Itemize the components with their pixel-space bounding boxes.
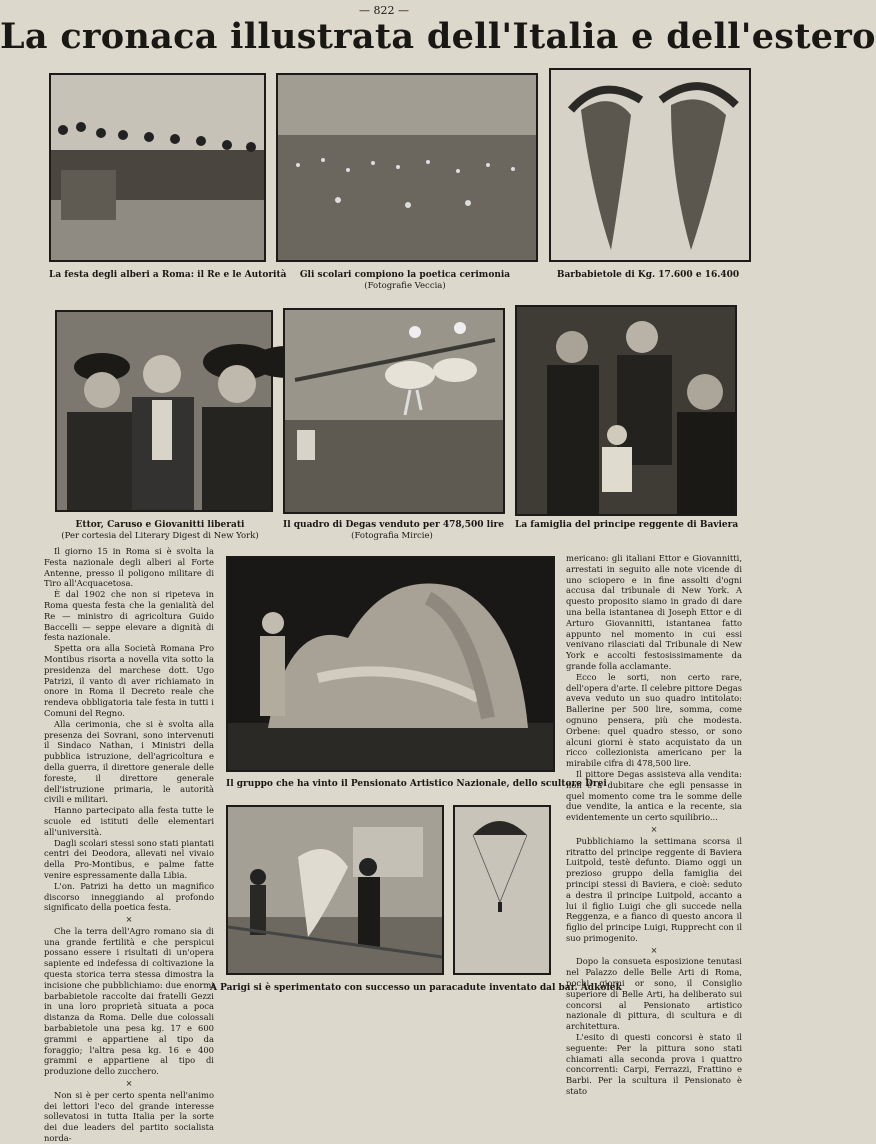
left-paragraph: Alla cerimonia, che si è svolta alla presenza dei Sovrani, sono intervenuti il Sindaco Nathan, i Ministri della pubblica istruzione, dell'agricoltura e della guerra, il direttore generale delle foreste, il direttore generale dell'istruzione primaria, le autorità civili e militari. [44,718,214,805]
photo-ettor-caruso-giovanitti [55,310,273,512]
section-separator: × [125,1078,133,1089]
photo-parachute-descent [453,805,551,975]
photo-bavarian-family [515,305,737,516]
caption-tree-festival: La festa degli alberi a Roma: il Re e le Autorità [49,270,287,280]
section-separator: × [125,914,133,925]
right-paragraph: Pubblichiamo la settimana scorsa il ritratto del principe reggente di Baviera Luitpold, testè defunto. Diamo oggi un prezioso gruppo della famiglia dei principi stessi di Baviera, e cioè: seduto a destra il principe Luitpold, accanto a lui il figlio Luigi che gli succede nella Reggenza, e a fianco di questo ancora il figlio del principe Luigi, Rupprecht con il suo primogenito. [566,835,742,943]
left-paragraph: Spetta ora alla Società Romana Pro Montibus risorta a novella vita sotto la presidenza del marchese dott. Ugo Patrizi, il vanto di aver richiamato in onore in Roma il Decreto reale che rendeva obbligatoria tale festa in tutti i Comuni del Regno. [44,643,214,718]
left-paragraph: Che la terra dell'Agro romano sia di una grande fertilità e che perspicui possano essere i risultati di un'opera sapiente ed indefessa di coltivazione la questa storica terra stessa dimostra la incisione che pubblichiamo: due enormi barbabietole raccolte dai fratelli Gezzi in una loro proprietà situata a poca distanza da Roma. Delle due colossali barbabietole una pesa kg. 17 e 600 grammi e appartiene al tipo da foraggio; l'altra pesa kg. 16 e 400 grammi e appartiene al tipo di produzione dello zucchero. [44,925,214,1077]
headline: La cronaca illustrata dell'Italia e dell'estero [0,16,876,57]
photo-students-ceremony [276,73,538,262]
page-number: — 822 — [359,4,409,17]
photo-tree-festival-king [49,73,266,262]
photo-sculpture-group [226,556,555,772]
right-text-column [566,553,742,1097]
left-paragraph: L'on. Patrizi ha detto un magnifico discorso inneggiando al profondo significato della poetica festa. [44,880,214,913]
caption-degas-credit: (Fotografia Mircie) [351,531,433,541]
left-paragraph: È dal 1902 che non si ripeteva in Roma questa festa che la genialità del Re — ministro di agricoltura Guido Baccelli — seppe elevare a dignità di festa nazionale. [44,589,214,643]
photo-parachute-test [226,805,444,975]
caption-degas: Il quadro di Degas venduto per 478,500 lire (Fotografia Mircie) [283,520,504,541]
right-paragraph: L'esito di questi concorsi è stato il seguente: Per la pittura sono stati chiamati alla seconda prova i quattro concorrenti: Carpi, Ferrazzi, Frattino e Barbi. Per la scultura il Pensionato è stato [566,1032,742,1097]
left-text-column [44,546,214,1144]
caption-sculpture: Il gruppo che ha vinto il Pensionato Artistico Nazionale, dello scultore Drei [226,779,607,789]
right-paragraph: mericano: gli italiani Ettor e Giovannitti, arrestati in seguito alle note vicende di uno sciopero e in fine assolti d'ogni accusa dal tribunale di New York. A questo proposito siamo in grado di dare una bella istantanea di Joseph Ettor e di Arturo Giovannitti, istantanea fatto appunto nel momento in cui essi venivano rilasciati dal Tribunale di New York e accolti festosissimamente da grande folla acclamante. [566,553,742,671]
caption-ettor-credit: (Per cortesia del Literary Digest di New York) [61,531,259,541]
left-paragraph: Hanno partecipato alla festa tutte le scuole ed istituti delle elementari all'università. [44,805,214,837]
caption-students-credit: (Fotografie Veccia) [364,281,446,291]
right-paragraph: Il pittore Degas assisteva alla vendita: non è a dubitare che egli pensasse in quel momento come tra le somme delle due vendite, la antica e la recente, sia evidentemente un certo squilibrio... [566,768,742,823]
left-paragraph: Dagli scolari stessi sono stati piantati centri dei Deodora, allevati nel vivaio della Pro-Montibus, e palme fatte venire espressamente dalla Libia. [44,837,214,880]
right-paragraph: Dopo la consueta esposizione tenutasi nel Palazzo delle Belle Arti di Roma, pochi giorni or sono, il Consiglio superiore di Belle Arti, ha deliberato sui concorsi al Pensionato artistico nazionale di pittura, di scultura e di architettura. [566,956,742,1032]
left-paragraph: Il giorno 15 in Roma si è svolta la Festa nazionale degli alberi al Forte Antenne, presso il poligono militare di Tiro all'Acquacetosa. [44,546,214,589]
caption-parachute: A Parigi si è sperimentato con successo un paracadute inventato dal bar. Adkolek [210,983,622,993]
caption-bavarian-family: La famiglia del principe reggente di Baviera [515,520,739,530]
left-paragraph: Non si è per certo spenta nell'animo dei lettori l'eco del grande interesse sollevatosi in tutta Italia per la sorte dei due leaders del partito socialista norda- [44,1089,214,1144]
section-separator: × [650,944,658,955]
section-separator: × [650,823,658,834]
caption-students: Gli scolari compiono la poetica cerimonia (Fotografie Veccia) [276,270,534,292]
photo-sugar-beets [549,68,751,262]
photo-degas-painting [283,308,505,514]
caption-ettor-caruso: Ettor, Caruso e Giovanitti liberati (Per cortesia del Literary Digest di New York) [40,520,280,542]
right-paragraph: Ecco le sorti, non certo rare, dell'opera d'arte. Il celebre pittore Degas aveva veduto un suo quadro intitolato: Ballerine per 500 lire, somma, come ognuno pensera, più che modesta. Orbene: quel quadro stesso, or sono alcuni giorni è stato acquistato da un ricco collezionista americano per la mirabile cifra di 478,500 lire. [566,671,742,769]
caption-beets: Barbabietole di Kg. 17.600 e 16.400 [556,270,740,280]
